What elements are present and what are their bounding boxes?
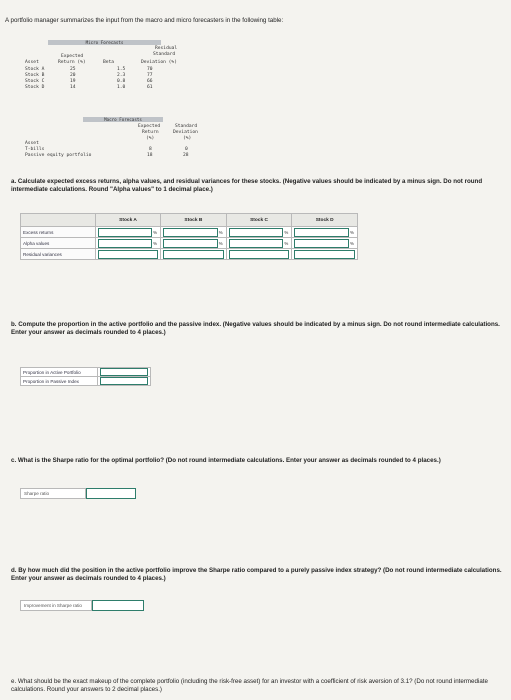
row-label-passive-index: Proportion in Passive Index	[21, 377, 98, 386]
improvement-sharpe-label: Improvement in Sharpe ratio	[20, 600, 92, 611]
micro-res2: Standard	[153, 52, 176, 57]
micro-exp2: Return (%)	[58, 60, 86, 65]
proportion-active-input[interactable]	[100, 368, 148, 376]
micro-cell-asset: Stock A	[25, 67, 45, 72]
percent-sign: %	[284, 229, 289, 235]
micro-asset-header: Asset	[25, 60, 39, 65]
sharpe-ratio-field	[20, 488, 136, 499]
excess-return-d-input[interactable]	[294, 228, 349, 237]
percent-sign: %	[153, 240, 157, 246]
micro-cell-ret: 14	[70, 85, 76, 90]
micro-cell-sd: 66	[147, 79, 153, 84]
micro-cell-asset: Stock C	[25, 79, 45, 84]
macro-cell-sd: 28	[183, 153, 189, 158]
micro-cell-ret: 20	[70, 73, 76, 78]
macro-exp3: (%)	[146, 136, 155, 141]
macro-cell-asset: T-bills	[25, 147, 45, 152]
question-a-header-row	[21, 214, 358, 227]
micro-exp1: Expected	[61, 54, 84, 59]
residual-variance-c-input[interactable]	[229, 250, 290, 259]
macro-band: Macro Forecasts	[83, 117, 163, 122]
micro-row	[25, 85, 187, 91]
question-a-text: a. Calculate expected excess returns, alpha values, and residual variances for these stocks. (Negative values should be indicated by a minus sign. Do not round intermediate calculations. Round "Alpha values" to 1 decimal place.)	[11, 178, 483, 193]
micro-cell-sd: 77	[147, 73, 153, 78]
intro-text: A portfolio manager summarizes the input from the macro and micro forecasters in the following table:	[5, 17, 284, 24]
alpha-a-input[interactable]	[98, 239, 152, 248]
table-row	[21, 227, 358, 238]
excess-return-a-input[interactable]	[98, 228, 152, 237]
excess-return-b-input[interactable]	[163, 228, 218, 237]
micro-rows	[25, 67, 187, 91]
row-label-residual-variances: Residual variances	[21, 249, 96, 260]
micro-band: Micro Forecasts	[48, 40, 161, 45]
col-stock-a: Stock A	[96, 214, 161, 227]
micro-res3: Deviation (%)	[141, 60, 177, 65]
micro-beta-header: Beta	[103, 60, 115, 65]
percent-sign: %	[284, 240, 289, 246]
micro-cell-beta: 1.0	[117, 85, 126, 90]
micro-forecasts-table	[25, 40, 187, 91]
row-label-excess-returns: Excess returns	[21, 227, 96, 238]
macro-sd1: Standard	[175, 124, 198, 129]
micro-cell-ret: 19	[70, 79, 76, 84]
table-row	[21, 249, 358, 260]
improvement-sharpe-input[interactable]	[92, 600, 144, 611]
question-e-text: e. What should be the exact makeup of the complete portfolio (including the risk-free asset) for an investor with a coefficient of risk aversion of 3.1? (Do not round intermediate calculations. Round your answers to 2 decimal places.)	[11, 678, 488, 693]
sharpe-ratio-label: Sharpe ratio	[20, 488, 86, 499]
macro-forecasts-table	[25, 117, 215, 159]
question-b-text: b. Compute the proportion in the active portfolio and the passive index. (Negative values should be indicated by a minus sign. Do not round intermediate calculations. Enter your answer as decimals rounded to 4 places.)	[11, 321, 500, 336]
improvement-sharpe-field	[20, 600, 144, 611]
micro-cell-asset: Stock D	[25, 85, 45, 90]
row-label-active-portfolio: Proportion in Active Portfolio	[21, 368, 98, 377]
micro-cell-beta: 0.8	[117, 79, 126, 84]
row-label-alpha-values: Alpha values	[21, 238, 96, 249]
table-row	[21, 368, 151, 377]
percent-sign: %	[350, 240, 354, 246]
micro-cell-asset: Stock B	[25, 73, 45, 78]
macro-exp2: Return	[142, 130, 159, 135]
micro-cell-ret: 25	[70, 67, 76, 72]
macro-cell-sd: 0	[185, 147, 188, 152]
macro-exp1: Expected	[138, 124, 161, 129]
macro-sd3: (%)	[183, 136, 192, 141]
residual-variance-b-input[interactable]	[163, 250, 224, 259]
residual-variance-a-input[interactable]	[98, 250, 158, 259]
macro-cell-ret: 8	[149, 147, 152, 152]
table-row	[21, 238, 358, 249]
question-b-table	[20, 367, 151, 386]
col-stock-b: Stock B	[161, 214, 227, 227]
micro-res1: Residual	[155, 46, 178, 51]
micro-cell-beta: 1.5	[117, 67, 126, 72]
question-a-table	[20, 213, 358, 260]
percent-sign: %	[218, 229, 223, 235]
micro-cell-sd: 70	[147, 67, 153, 72]
macro-sd2: Deviation	[173, 130, 198, 135]
micro-cell-sd: 61	[147, 85, 153, 90]
residual-variance-d-input[interactable]	[294, 250, 355, 259]
proportion-passive-input[interactable]	[100, 377, 148, 385]
blank-header	[21, 214, 96, 227]
percent-sign: %	[218, 240, 223, 246]
table-row	[21, 377, 151, 386]
percent-sign: %	[350, 229, 354, 235]
alpha-b-input[interactable]	[163, 239, 218, 248]
excess-return-c-input[interactable]	[229, 228, 284, 237]
macro-row	[25, 153, 215, 159]
macro-cell-asset: Passive equity portfolio	[25, 153, 92, 158]
macro-asset-header: Asset	[25, 141, 39, 146]
alpha-c-input[interactable]	[229, 239, 284, 248]
col-stock-d: Stock D	[292, 214, 358, 227]
sharpe-ratio-input[interactable]	[86, 488, 136, 499]
col-stock-c: Stock C	[226, 214, 292, 227]
question-d-text: d. By how much did the position in the active portfolio improve the Sharpe ratio compared to a purely passive index strategy? (Do not round intermediate calculations. Enter your answer as decimals rounded to 4 places.)	[11, 567, 502, 582]
percent-sign: %	[153, 229, 157, 235]
question-c-text: c. What is the Sharpe ratio for the optimal portfolio? (Do not round intermediate calculations. Enter your answer as decimals rounded to 4 places.)	[11, 457, 441, 464]
micro-cell-beta: 2.3	[117, 73, 126, 78]
alpha-d-input[interactable]	[294, 239, 349, 248]
macro-cell-ret: 18	[147, 153, 153, 158]
